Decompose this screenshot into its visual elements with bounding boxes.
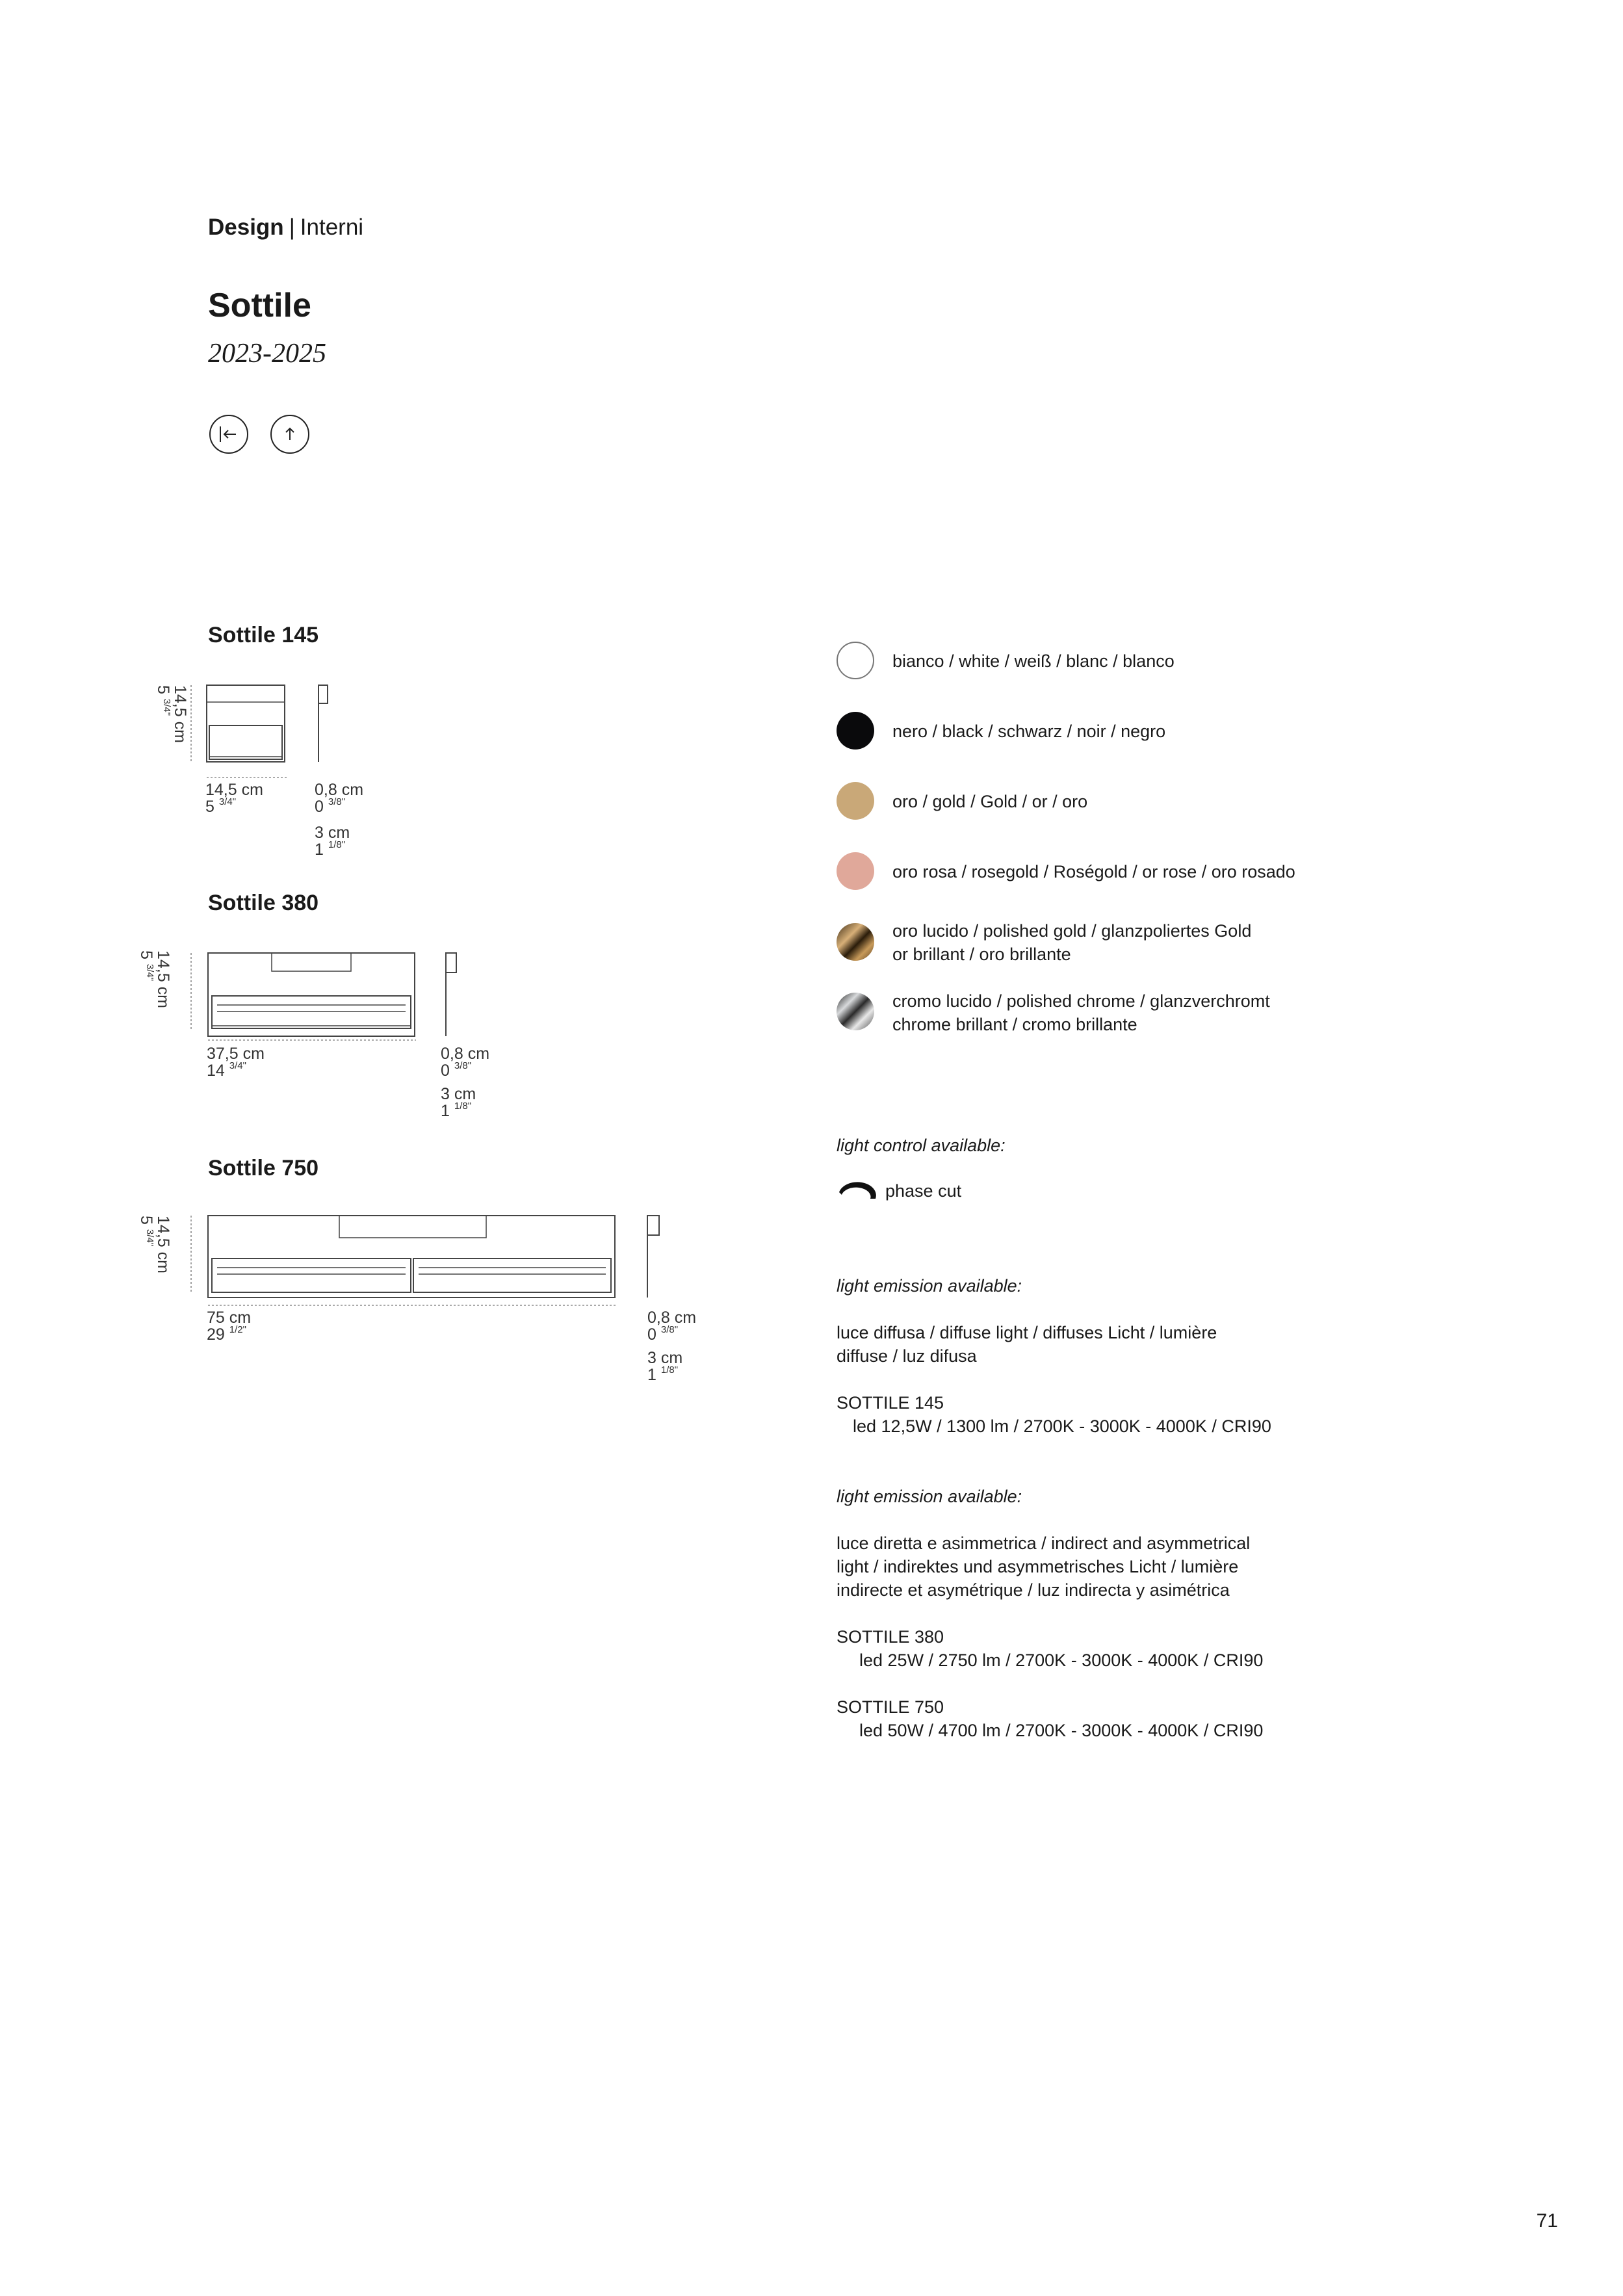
swatch-rosegold: [837, 852, 874, 890]
height-in-frac: 3/4": [144, 1229, 155, 1247]
emission2-spec-380: led 25W / 2750 lm / 2700K - 3000K - 4000K / CRI90: [859, 1650, 1264, 1670]
finish-black-label: nero / black / schwarz / noir / negro: [892, 722, 1166, 741]
arrow-up-icon: [280, 424, 300, 444]
depth-in-frac: 1/8": [454, 1101, 472, 1112]
width-in: 29: [207, 1325, 229, 1344]
finish-polished-gold-label: [892, 919, 1251, 966]
height-dimension-145: [155, 685, 189, 743]
width-in: 5: [205, 798, 219, 816]
drawing-sottile-145: [188, 676, 370, 767]
drawing-sottile-750: [188, 1213, 708, 1317]
thickness-in: 0: [441, 1062, 454, 1080]
top-button[interactable]: [270, 415, 309, 454]
width-dimline-750: [208, 1303, 617, 1307]
model-title-750: Sottile 750: [208, 1156, 319, 1181]
swatch-polished-chrome: [837, 993, 874, 1030]
thickness-in-frac: 3/8": [328, 796, 346, 808]
swatch-gold: [837, 782, 874, 820]
width-dimline-145: [207, 776, 288, 779]
finish-polished-chrome-label: [892, 989, 1270, 1036]
breadcrumb-design: Design: [208, 215, 284, 240]
breadcrumb: [208, 215, 363, 241]
height-cm: 14,5 cm: [154, 950, 172, 1008]
thickness-cm: 0,8 cm: [441, 1045, 490, 1063]
height-dimension-380: [138, 950, 172, 1008]
emission2-desc-line1: luce diretta e asimmetrica / indirect and asymmetrical: [837, 1533, 1251, 1553]
depth-cm: 3 cm: [315, 824, 350, 842]
swatch-white: [837, 642, 874, 679]
height-cm: 14,5 cm: [154, 1216, 172, 1273]
width-in-frac: 3/4": [218, 796, 237, 808]
depth-cm: 3 cm: [647, 1349, 683, 1367]
width-in-frac: 1/2": [229, 1324, 246, 1336]
thickness-cm: 0,8 cm: [647, 1309, 697, 1327]
height-in-frac: 3/4": [144, 963, 155, 982]
finish-polished-chrome-line2: chrome brillant / cromo brillante: [892, 1015, 1137, 1034]
width-cm: 14,5 cm: [205, 781, 263, 799]
page-number: 71: [1536, 2210, 1558, 2232]
phase-cut-icon: [837, 1177, 878, 1200]
depth-cm: 3 cm: [441, 1085, 476, 1103]
phase-cut-label: phase cut: [885, 1181, 962, 1201]
breadcrumb-category: Interni: [300, 215, 364, 240]
width-cm: 75 cm: [207, 1309, 252, 1327]
emission2-model-750: SOTTILE 750: [837, 1697, 944, 1717]
thickness-in-frac: 3/8": [660, 1324, 679, 1336]
width-in-frac: 3/4": [229, 1060, 246, 1072]
width-dimension-145: [205, 781, 263, 816]
model-title-145: Sottile 145: [208, 623, 319, 647]
depth-dimension-750: [647, 1350, 682, 1384]
swatch-black: [837, 712, 874, 750]
thickness-in: 0: [647, 1325, 661, 1344]
back-button[interactable]: [209, 415, 248, 454]
years: 2023-2025: [208, 339, 326, 369]
width-dimension-750: [207, 1309, 251, 1344]
emission2-heading: light emission available:: [837, 1487, 1022, 1506]
emission1-heading: light emission available:: [837, 1276, 1022, 1296]
thickness-in: 0: [315, 798, 328, 816]
height-dimension-750: [138, 1216, 172, 1273]
model-title-380: Sottile 380: [208, 891, 319, 915]
depth-in: 1: [441, 1102, 454, 1121]
depth-dimension-380: [441, 1086, 476, 1120]
thickness-dimension-145: [315, 781, 363, 816]
depth-in-frac: 1/8": [328, 839, 346, 851]
thickness-dimension-380: [441, 1045, 489, 1080]
emission2-spec-750: led 50W / 4700 lm / 2700K - 3000K - 4000K / CRI90: [859, 1721, 1264, 1740]
emission2-desc-line3: indirecte et asymétrique / luz indirecta y asimétrica: [837, 1580, 1230, 1600]
width-in: 14: [207, 1062, 229, 1080]
emission1-desc-line1: luce diffusa / diffuse light / diffuses Licht / lumière: [837, 1323, 1217, 1342]
finish-polished-gold-line1: oro lucido / polished gold / glanzpoliertes Gold: [892, 921, 1252, 941]
thickness-cm: 0,8 cm: [315, 781, 364, 799]
finish-polished-gold-line2: or brillant / oro brillante: [892, 945, 1071, 964]
depth-in: 1: [647, 1366, 661, 1385]
finish-white-label: bianco / white / weiß / blanc / blanco: [892, 651, 1175, 671]
width-dimension-380: [207, 1045, 265, 1080]
depth-dimension-145: [315, 824, 350, 859]
page-title: Sottile: [208, 287, 311, 324]
emission2-model-380: SOTTILE 380: [837, 1627, 944, 1647]
emission1-spec: led 12,5W / 1300 lm / 2700K - 3000K - 4000K / CRI90: [853, 1416, 1271, 1436]
height-in: 5: [153, 685, 172, 699]
height-in: 5: [136, 950, 155, 964]
swatch-polished-gold: [837, 923, 874, 961]
thickness-dimension-750: [647, 1309, 696, 1344]
breadcrumb-separator: |: [289, 215, 295, 240]
depth-in: 1: [315, 841, 328, 859]
height-in: 5: [136, 1216, 155, 1229]
width-dimline-380: [208, 1038, 416, 1042]
emission1-description: [837, 1321, 1217, 1368]
light-control-heading: light control available:: [837, 1136, 1006, 1155]
height-cm: 14,5 cm: [171, 685, 189, 743]
depth-in-frac: 1/8": [660, 1364, 679, 1376]
thickness-in-frac: 3/8": [454, 1060, 472, 1072]
emission1-desc-line2: diffuse / luz difusa: [837, 1346, 977, 1366]
finish-rosegold-label: oro rosa / rosegold / Roségold / or rose / oro rosado: [892, 862, 1295, 881]
finish-gold-label: oro / gold / Gold / or / oro: [892, 792, 1088, 811]
emission2-desc-line2: light / indirektes und asymmetrisches Licht / lumière: [837, 1557, 1239, 1576]
arrow-left-icon: [219, 424, 239, 444]
emission2-description: [837, 1532, 1250, 1602]
width-cm: 37,5 cm: [207, 1045, 265, 1063]
finish-polished-chrome-line1: cromo lucido / polished chrome / glanzverchromt: [892, 991, 1270, 1011]
height-in-frac: 3/4": [161, 698, 172, 716]
drawing-sottile-380: [188, 949, 507, 1053]
emission1-model: SOTTILE 145: [837, 1393, 944, 1413]
